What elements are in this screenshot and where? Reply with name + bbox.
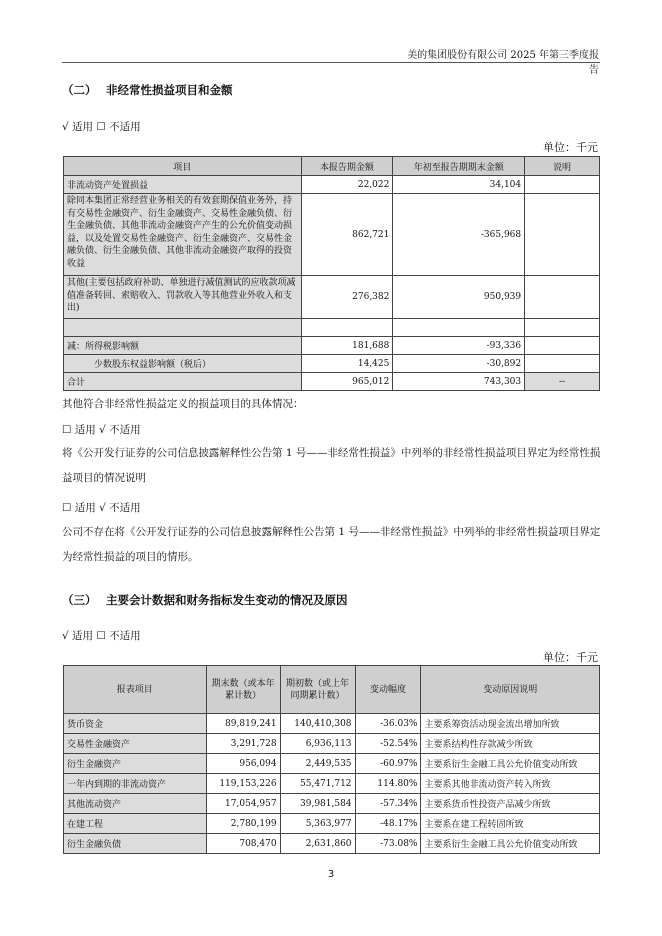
section3-title: 主要会计数据和财务指标发生变动的情况及原因 bbox=[106, 593, 348, 607]
row-item: 除同本集团正常经营业务相关的有效套期保值业务外，持有交易性金融资产、衍生金融资产、交易性金融负债、衍生金融负债、其他非流动金融资产产生的公允价值变动损益，以及处置交易性金融资产、衍生金融资产、交易性金融负债、衍生金融负债、其他非流动金融资产取得的投资收益 bbox=[64, 194, 302, 276]
table-row bbox=[64, 814, 600, 834]
table-row bbox=[64, 754, 600, 774]
row-change: -52.54% bbox=[355, 734, 421, 754]
row-current: 14,425 bbox=[301, 355, 393, 373]
row-current: 965,012 bbox=[301, 373, 393, 391]
row-change: -57.34% bbox=[355, 794, 421, 814]
row-item: 合计 bbox=[64, 373, 302, 391]
row-item: 衍生金融负债 bbox=[64, 834, 207, 854]
row-item: 减：所得税影响额 bbox=[64, 337, 302, 355]
section3-applicable: √ 适用 ☐ 不适用 bbox=[62, 630, 141, 642]
row-end: 89,819,241 bbox=[206, 714, 280, 734]
reclassification-explanation-text: 公司不存在将《公开发行证券的公司信息披露解释性公告第 1 号——非经常性损益》中列举的非经常性损益项目界定为经常性损益的项目的情形。 bbox=[62, 526, 601, 563]
row-change: -60.97% bbox=[355, 754, 421, 774]
row-item: 一年内到期的非流动资产 bbox=[64, 774, 207, 794]
row-change: -48.17% bbox=[355, 814, 421, 834]
row-note bbox=[525, 276, 600, 319]
col-header-change: 变动幅度 bbox=[355, 666, 421, 714]
row-item: 交易性金融资产 bbox=[64, 734, 207, 754]
table-row bbox=[64, 794, 600, 814]
table-header-row bbox=[64, 157, 600, 176]
row-item: 非流动资产处置损益 bbox=[64, 176, 302, 194]
col-header-current: 本报告期金额 bbox=[301, 157, 393, 176]
row-begin: 2,631,860 bbox=[280, 834, 355, 854]
row-begin: 140,410,308 bbox=[280, 714, 355, 734]
row-end: 956,094 bbox=[206, 754, 280, 774]
row-end: 3,291,728 bbox=[206, 734, 280, 754]
row-current: 181,688 bbox=[301, 337, 393, 355]
reclassification-explanation-title: 将《公开发行证券的公司信息披露解释性公告第 1 号——非经常性损益》中列举的非经常性损益项目界定为经常性损益项目的情况说明 bbox=[62, 447, 601, 484]
row-current: 276,382 bbox=[301, 276, 393, 319]
row-change: 114.80% bbox=[355, 774, 421, 794]
row-ytd: -30,892 bbox=[393, 355, 525, 373]
col-header-reason: 变动原因说明 bbox=[421, 666, 600, 714]
row-note bbox=[525, 176, 600, 194]
row-note bbox=[525, 319, 600, 337]
row-ytd: -93,336 bbox=[393, 337, 525, 355]
row-reason: 主要系货币性投资产品减少所致 bbox=[421, 794, 600, 814]
financial-changes-table bbox=[63, 665, 600, 854]
row-note bbox=[525, 194, 600, 276]
section2-unit: 单位：千元 bbox=[543, 141, 598, 154]
section2-number: （二） bbox=[62, 83, 97, 97]
row-begin: 55,471,712 bbox=[280, 774, 355, 794]
section3-heading bbox=[62, 592, 348, 608]
col-header-note: 说明 bbox=[525, 157, 600, 176]
table-row bbox=[64, 714, 600, 734]
nonrecurring-table bbox=[63, 156, 600, 391]
col-header-ytd: 年初至报告期期末金额 bbox=[393, 157, 525, 176]
row-reason: 主要系在建工程转固所致 bbox=[421, 814, 600, 834]
row-begin: 2,449,535 bbox=[280, 754, 355, 774]
row-ytd: 34,104 bbox=[393, 176, 525, 194]
row-item: 少数股东权益影响额（税后） bbox=[64, 355, 302, 373]
row-end: 17,054,957 bbox=[206, 794, 280, 814]
table-total-row bbox=[64, 373, 600, 391]
row-reason: 主要系结构性存款减少所致 bbox=[421, 734, 600, 754]
row-current: 862,721 bbox=[301, 194, 393, 276]
row-item: 货币资金 bbox=[64, 714, 207, 734]
row-begin: 6,936,113 bbox=[280, 734, 355, 754]
col-header-begin: 期初数（或上年同期累计数） bbox=[280, 666, 355, 714]
col-header-item: 报表项目 bbox=[64, 666, 207, 714]
row-item bbox=[64, 319, 302, 337]
table-row bbox=[64, 834, 600, 854]
section3-number: （三） bbox=[62, 593, 97, 607]
report-header-title: 美的集团股份有限公司 2025 年第三季度报告 bbox=[407, 50, 599, 76]
row-ytd: 950,939 bbox=[393, 276, 525, 319]
row-current bbox=[301, 319, 393, 337]
row-end: 708,470 bbox=[206, 834, 280, 854]
section3-unit: 单位：千元 bbox=[543, 651, 598, 664]
row-item: 衍生金融资产 bbox=[64, 754, 207, 774]
row-reason: 主要系其他非流动资产转入所致 bbox=[421, 774, 600, 794]
header-divider bbox=[62, 62, 600, 63]
row-item: 其他(主要包括政府补助、单独进行减值测试的应收款项减值准备转回、索赔收入、罚款收入等其他营业外收入和支出) bbox=[64, 276, 302, 319]
row-note bbox=[525, 337, 600, 355]
row-reason: 主要系衍生金融工具公允价值变动所致 bbox=[421, 834, 600, 854]
row-begin: 39,981,584 bbox=[280, 794, 355, 814]
col-header-item: 项目 bbox=[64, 157, 302, 176]
section2-applicable: √ 适用 ☐ 不适用 bbox=[62, 121, 141, 133]
other-items-title: 其他符合非经常性损益定义的损益项目的具体情况： bbox=[62, 398, 304, 410]
other-items-applicable: ☐ 适用 √ 不适用 bbox=[62, 424, 141, 436]
row-ytd: 743,303 bbox=[393, 373, 525, 391]
row-note: -- bbox=[525, 373, 600, 391]
row-change: -73.08% bbox=[355, 834, 421, 854]
section2-title: 非经常性损益项目和金额 bbox=[106, 83, 233, 97]
row-item: 其他流动资产 bbox=[64, 794, 207, 814]
row-item: 在建工程 bbox=[64, 814, 207, 834]
row-change: -36.03% bbox=[355, 714, 421, 734]
row-reason: 主要系衍生金融工具公允价值变动所致 bbox=[421, 754, 600, 774]
row-begin: 5,363,977 bbox=[280, 814, 355, 834]
row-end: 119,153,226 bbox=[206, 774, 280, 794]
row-note bbox=[525, 355, 600, 373]
table-row bbox=[64, 734, 600, 754]
reclassification-applicable: ☐ 适用 √ 不适用 bbox=[62, 502, 141, 514]
table-row bbox=[64, 194, 600, 276]
table-row bbox=[64, 319, 600, 337]
row-ytd bbox=[393, 319, 525, 337]
table-header-row bbox=[64, 666, 600, 714]
table-row bbox=[64, 774, 600, 794]
table-row bbox=[64, 176, 600, 194]
section2-heading bbox=[62, 82, 233, 98]
table-row bbox=[64, 337, 600, 355]
row-ytd: -365,968 bbox=[393, 194, 525, 276]
page-number: 3 bbox=[327, 869, 335, 880]
col-header-end: 期末数（或本年累计数） bbox=[206, 666, 280, 714]
row-current: 22,022 bbox=[301, 176, 393, 194]
table-row bbox=[64, 355, 600, 373]
row-reason: 主要系筹资活动现金流出增加所致 bbox=[421, 714, 600, 734]
row-end: 2,780,199 bbox=[206, 814, 280, 834]
table-row bbox=[64, 276, 600, 319]
